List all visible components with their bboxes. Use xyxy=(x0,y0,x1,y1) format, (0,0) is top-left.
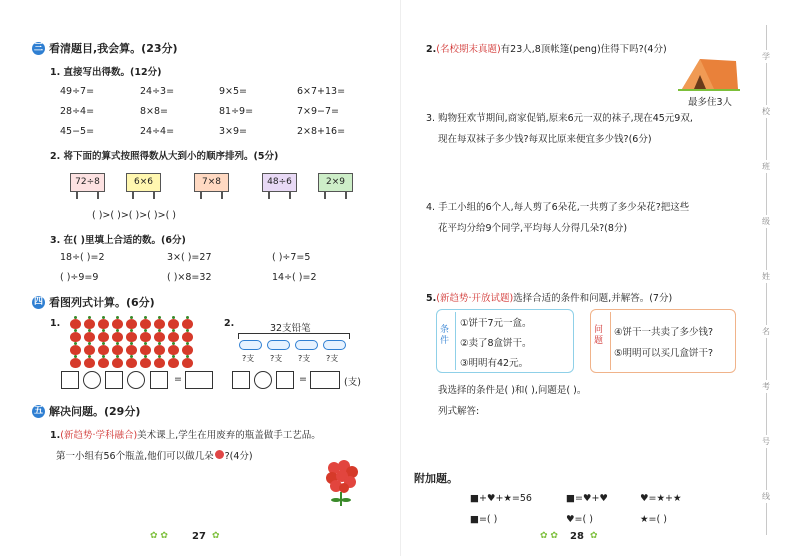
apple-icon xyxy=(98,319,109,329)
pencil-count-label: ?支 xyxy=(326,354,339,363)
page-deco-right: ✿ xyxy=(590,531,598,541)
bonus-equation: ■=( ) xyxy=(470,514,498,525)
page-deco-left: ✿ xyxy=(212,531,220,541)
flower-icon xyxy=(215,450,224,459)
solve-label: 列式解答: xyxy=(438,406,480,417)
pencil-icon xyxy=(267,340,290,350)
problem-number: 1. xyxy=(50,430,61,441)
apple-icon xyxy=(140,358,151,368)
bonus-equation: ★=( ) xyxy=(640,514,667,525)
section-title: 看清题目,我会算。(23分) xyxy=(49,42,178,55)
pencil-count-label: ?支 xyxy=(242,354,255,363)
condition-1: ①饼干7元一盒。 xyxy=(460,318,532,329)
apple-icon xyxy=(140,345,151,355)
fill-item: ( )×8=32 xyxy=(167,272,212,283)
apple-icon xyxy=(126,358,137,368)
apple-icon xyxy=(182,319,193,329)
apple-icon xyxy=(154,345,165,355)
problem-tag: (新趋势·学科融合) xyxy=(60,430,138,441)
apple-icon xyxy=(154,358,165,368)
binding-label: 名 xyxy=(762,327,770,336)
question-2: 2. 将下面的算式按照得数从大到小的顺序排列。(5分) xyxy=(50,151,279,162)
card-leg xyxy=(153,192,155,199)
apple-icon xyxy=(140,332,151,342)
answer-box[interactable] xyxy=(276,371,294,389)
pencil-count-label: ?支 xyxy=(270,354,283,363)
pencil-icon xyxy=(239,340,262,350)
apple-icon xyxy=(168,345,179,355)
section-number: 五 xyxy=(33,405,43,416)
panel-separator xyxy=(610,312,611,370)
choice-line: 我选择的条件是( )和( ),问题是( )。 xyxy=(438,385,587,396)
answer-box[interactable] xyxy=(105,371,123,389)
page-divider xyxy=(400,0,401,556)
apple-icon xyxy=(84,345,95,355)
apple-icon xyxy=(168,358,179,368)
apple-icon xyxy=(84,332,95,342)
binding-label: 校 xyxy=(762,107,770,116)
condition-3: ③明明有42元。 xyxy=(460,358,529,369)
question-4: ④饼干一共卖了多少钱? xyxy=(614,327,714,338)
question-3: 3. 在( )里填上合适的数。(6分) xyxy=(50,235,186,246)
calc-item: 8×8= xyxy=(140,106,169,117)
problem-number: 2. xyxy=(426,44,437,55)
apple-icon xyxy=(70,358,81,368)
rq4-line-1: 4. 手工小组的6个人,每人剪了6朵花,一共剪了多少朵花?把这些 xyxy=(426,202,690,213)
calc-item: 28÷4= xyxy=(60,106,95,117)
apple-icon xyxy=(84,319,95,329)
pencil-icon xyxy=(323,340,346,350)
fill-item: ( )÷9=9 xyxy=(60,272,99,283)
answer-box[interactable] xyxy=(61,371,79,389)
fill-item: ( )÷7=5 xyxy=(272,252,311,263)
calc-item: 81÷9= xyxy=(219,106,254,117)
section-3-heading xyxy=(32,40,178,56)
binding-label: 姓 xyxy=(762,272,770,281)
apple-icon xyxy=(126,319,137,329)
pencil-brace xyxy=(238,333,350,339)
section-number: 四 xyxy=(33,296,43,307)
binding-label: 班 xyxy=(762,162,770,171)
question-5: ⑤明明可以买几盒饼干? xyxy=(614,348,714,359)
expression-card: 7×8 xyxy=(194,173,229,192)
fill-item: 18÷( )=2 xyxy=(60,252,105,263)
binding-label: 级 xyxy=(762,217,770,226)
question-label: 问题 xyxy=(594,325,604,346)
tent-capacity: 最多住3人 xyxy=(688,97,733,108)
panel-separator xyxy=(455,312,456,370)
question-panel xyxy=(590,309,736,373)
problem-number: 5. xyxy=(426,293,437,304)
apple-icon xyxy=(70,345,81,355)
pencil-total-label: 32支铅笔 xyxy=(270,323,311,334)
apple-icon xyxy=(112,332,123,342)
problem-tag: (名校期末真题) xyxy=(436,44,501,55)
binding-label: 考 xyxy=(762,382,770,391)
picture-1-label: 1. xyxy=(50,318,61,329)
apple-icon xyxy=(168,332,179,342)
problem-text: 美术课上,学生在用废弃的瓶盖做手工艺品。 xyxy=(137,430,321,441)
card-leg xyxy=(324,192,326,199)
binding-label: 学 xyxy=(762,52,770,61)
section-title: 看图列式计算。(6分) xyxy=(49,296,155,309)
rq4-line-2: 花平均分给9个同学,平均每人分得几朵?(8分) xyxy=(438,223,628,234)
expression-card: 72÷8 xyxy=(70,173,105,192)
section-4-heading xyxy=(32,294,155,310)
pencil-count-label: ?支 xyxy=(298,354,311,363)
bonus-heading: 附加题。 xyxy=(414,472,458,485)
apple-icon xyxy=(126,345,137,355)
expression-card: 6×6 xyxy=(126,173,161,192)
binding-label: 线 xyxy=(762,492,770,501)
card-leg xyxy=(289,192,291,199)
apple-icon xyxy=(182,358,193,368)
calc-item: 2×8+16= xyxy=(297,126,346,137)
equals-sign: = xyxy=(299,374,307,385)
problem-text: 选择合适的条件和问题,并解答。(7分) xyxy=(513,293,673,304)
fill-item: 14÷( )=2 xyxy=(272,272,317,283)
page-deco-left: ✿ ✿ xyxy=(150,531,168,541)
calc-item: 45−5= xyxy=(60,126,95,137)
bonus-equation: ■+♥+★=56 xyxy=(470,493,532,504)
card-leg xyxy=(345,192,347,199)
calc-item: 24÷4= xyxy=(140,126,175,137)
card-leg xyxy=(132,192,134,199)
condition-2: ②卖了8盒饼干。 xyxy=(460,338,532,349)
fill-item: 3×( )=27 xyxy=(167,252,212,263)
operator-circle[interactable] xyxy=(83,371,101,389)
rq3-line-1: 3. 购物狂欢节期间,商家促销,原来6元一双的袜子,现在45元9双, xyxy=(426,113,693,124)
flower-illustration xyxy=(322,458,360,508)
picture-2-label: 2. xyxy=(224,318,235,329)
calc-item: 24÷3= xyxy=(140,86,175,97)
section-number: 三 xyxy=(33,42,43,53)
problem-text: 第一小组有56个瓶盖,他们可以做几朵 xyxy=(56,451,214,462)
apple-icon xyxy=(154,332,165,342)
operator-circle[interactable] xyxy=(127,371,145,389)
page-number-right: 28 xyxy=(570,531,584,542)
section-5-heading xyxy=(32,403,140,419)
page-number-left: 27 xyxy=(192,531,206,542)
bonus-equation: ■=♥+♥ xyxy=(566,493,608,504)
apple-icon xyxy=(154,319,165,329)
apple-icon xyxy=(70,319,81,329)
apple-icon xyxy=(126,332,137,342)
bonus-equation: ♥=★+★ xyxy=(640,493,682,504)
operator-circle[interactable] xyxy=(254,371,272,389)
apple-icon xyxy=(98,358,109,368)
rq2-line xyxy=(426,41,667,55)
apple-icon xyxy=(84,358,95,368)
calc-item: 49÷7= xyxy=(60,86,95,97)
problem-1-line-1 xyxy=(50,427,321,441)
problem-text: 有23人,8顶帐篷(peng)住得下吗?(4分) xyxy=(500,44,667,55)
unit-label: (支) xyxy=(344,377,361,388)
calc-item: 3×9= xyxy=(219,126,248,137)
card-leg xyxy=(97,192,99,199)
result-box[interactable] xyxy=(185,371,213,389)
card-leg xyxy=(200,192,202,199)
apple-icon xyxy=(112,358,123,368)
apple-icon xyxy=(182,332,193,342)
apple-icon xyxy=(98,345,109,355)
rq5-line xyxy=(426,290,672,304)
problem-points: ?(4分) xyxy=(224,451,253,462)
apple-icon xyxy=(140,319,151,329)
calc-item: 7×9−7= xyxy=(297,106,340,117)
card-leg xyxy=(76,192,78,199)
page-deco-right: ✿ ✿ xyxy=(540,531,558,541)
pencil-icon xyxy=(295,340,318,350)
bonus-equation: ♥=( ) xyxy=(566,514,593,525)
order-blanks: ( )>( )>( )>( )>( ) xyxy=(92,210,177,221)
card-leg xyxy=(268,192,270,199)
calc-item: 9×5= xyxy=(219,86,248,97)
apple-icon xyxy=(168,319,179,329)
apple-icon xyxy=(70,332,81,342)
apple-icon xyxy=(98,332,109,342)
question-1: 1. 直接写出得数。(12分) xyxy=(50,67,162,78)
apple-icon xyxy=(182,345,193,355)
answer-box[interactable] xyxy=(150,371,168,389)
binding-label: 号 xyxy=(762,437,770,446)
card-leg xyxy=(221,192,223,199)
section-title: 解决问题。(29分) xyxy=(49,405,141,418)
expression-card: 2×9 xyxy=(318,173,353,192)
calc-item: 6×7+13= xyxy=(297,86,346,97)
expression-card: 48÷6 xyxy=(262,173,297,192)
result-box[interactable] xyxy=(310,371,340,389)
apple-icon xyxy=(112,345,123,355)
tent-illustration xyxy=(678,55,740,91)
problem-tag: (新趋势·开放试题) xyxy=(436,293,514,304)
problem-1-line-2 xyxy=(56,448,253,462)
apple-icon xyxy=(112,319,123,329)
equals-sign: = xyxy=(174,374,182,385)
condition-label: 条件 xyxy=(440,325,450,346)
answer-box[interactable] xyxy=(232,371,250,389)
rq3-line-2: 现在每双袜子多少钱?每双比原来便宜多少钱?(6分) xyxy=(438,134,652,145)
